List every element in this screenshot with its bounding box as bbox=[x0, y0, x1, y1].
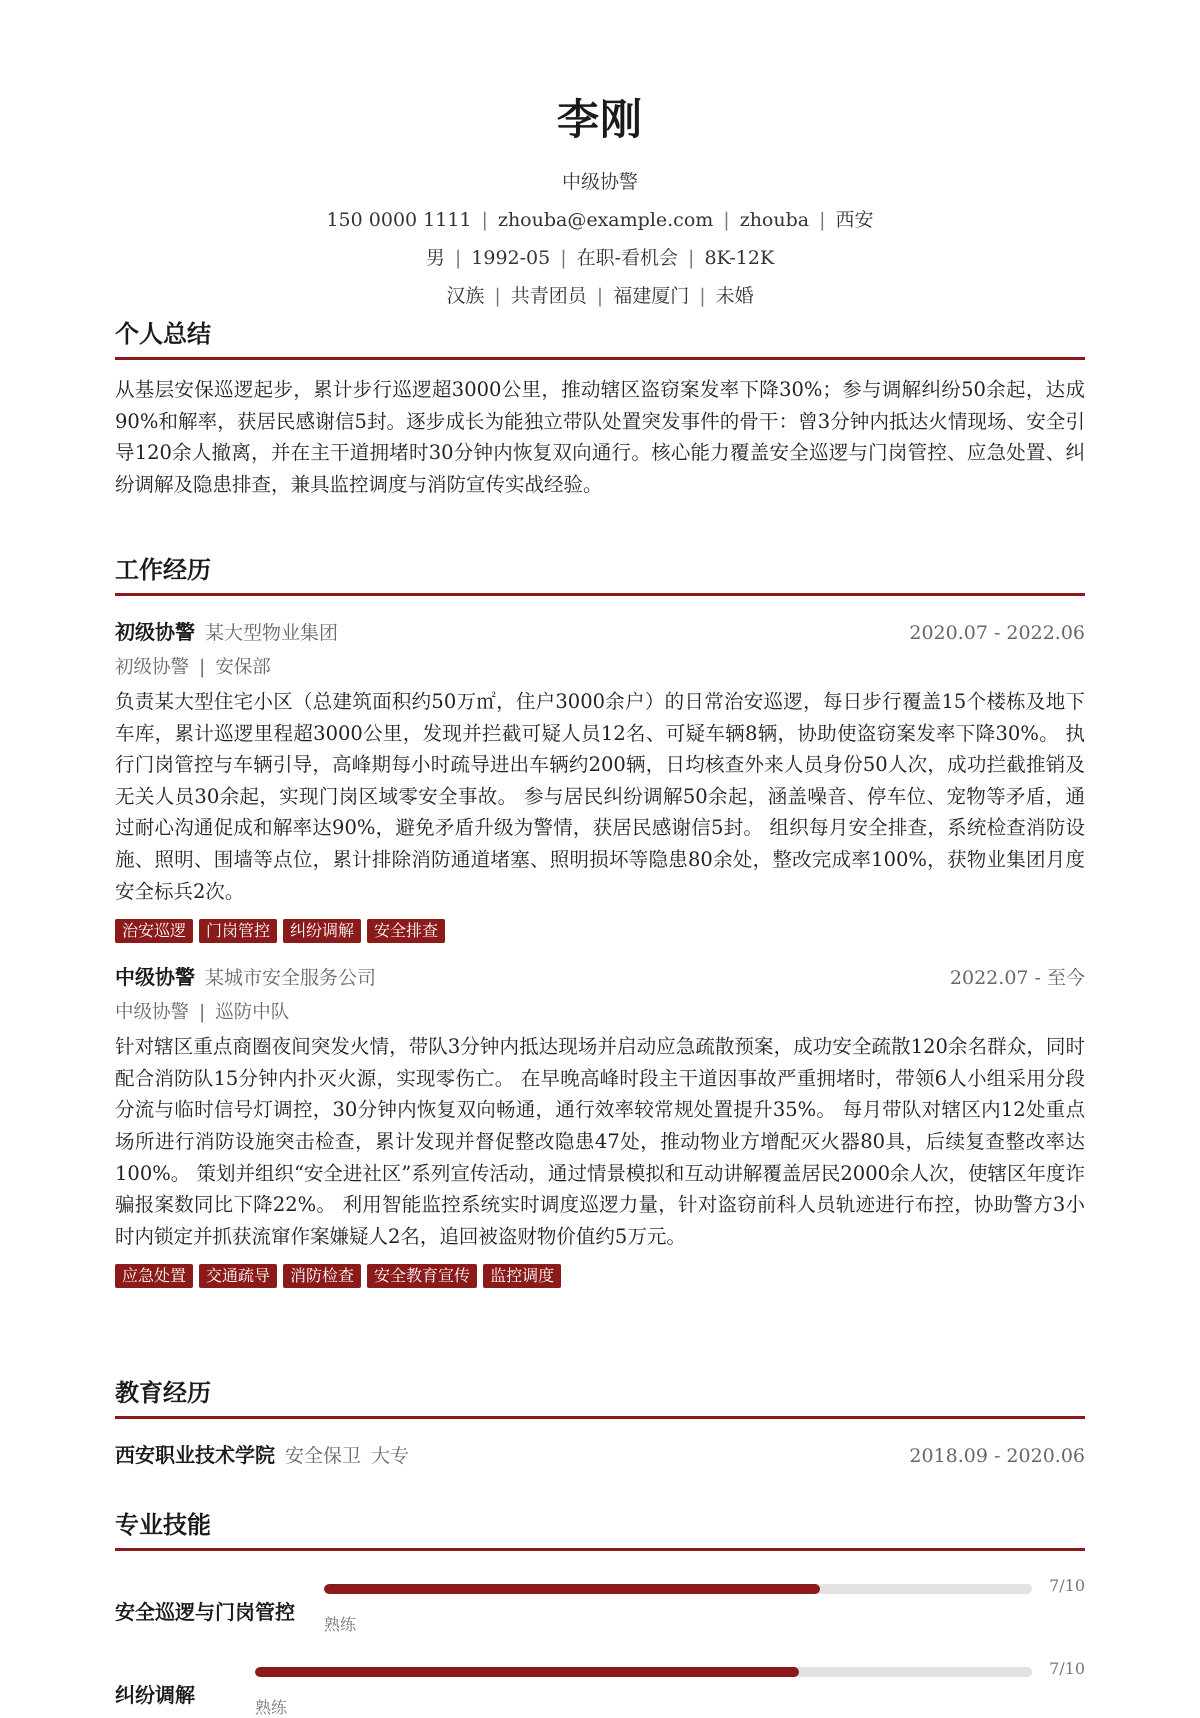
skill-progress-bar bbox=[255, 1667, 1032, 1677]
skill-tag: 交通疏导 bbox=[199, 1264, 277, 1288]
separator: | bbox=[596, 285, 604, 307]
job-company: 某大型物业集团 bbox=[205, 622, 339, 644]
job-entry bbox=[115, 616, 1085, 943]
hometown: 福建厦门 bbox=[613, 285, 690, 307]
expected-salary: 8K-12K bbox=[704, 247, 775, 269]
skill-tag: 应急处置 bbox=[115, 1264, 193, 1288]
separator: | bbox=[560, 247, 567, 269]
job-role: 中级协警 bbox=[115, 1002, 190, 1024]
degree: 大专 bbox=[371, 1445, 410, 1467]
education-heading: 教育经历 bbox=[115, 1376, 1085, 1419]
job-role-line bbox=[115, 654, 1085, 682]
separator: | bbox=[723, 209, 730, 231]
skill-tag: 消防检查 bbox=[283, 1264, 361, 1288]
job-title: 初级协警 bbox=[115, 620, 195, 644]
work-heading: 工作经历 bbox=[115, 553, 1085, 596]
major: 安全保卫 bbox=[285, 1445, 362, 1467]
separator: | bbox=[688, 247, 695, 269]
contact-line bbox=[0, 208, 1200, 232]
job-entry bbox=[115, 961, 1085, 1288]
ethnicity: 汉族 bbox=[446, 285, 485, 307]
skill-row bbox=[115, 1576, 1085, 1636]
resume-header bbox=[0, 92, 1200, 308]
summary-section bbox=[115, 317, 1085, 500]
summary-text: 从基层安保巡逻起步，累计步行巡逻超3000公里，推动辖区盗窃案发率下降30%；参与调解纠纷50余起，达成90%和解率，获居民感谢信5封。逐步成长为能独立带队处置突发事件的骨干：曾3分钟内抵达火情现场、安全引导120余人撤离，并在主干道拥堵时30分钟内恢复双向通行。核心能力覆盖安全巡逻与门岗管控、应急处置、纠纷调解及隐患排查，兼具监控调度与消防宣传实战经验。 bbox=[115, 378, 1085, 496]
summary-heading: 个人总结 bbox=[115, 317, 1085, 360]
skill-row bbox=[115, 1659, 1085, 1717]
handle: zhouba bbox=[739, 209, 810, 231]
job-header bbox=[115, 616, 1085, 646]
job-tags bbox=[115, 1264, 1085, 1288]
skill-tag: 安全排查 bbox=[367, 919, 445, 943]
job-role-line bbox=[115, 999, 1085, 1027]
skill-tag: 门岗管控 bbox=[199, 919, 277, 943]
birth-date: 1992-05 bbox=[471, 247, 551, 269]
marital-status: 未婚 bbox=[715, 285, 754, 307]
job-status: 在职-看机会 bbox=[576, 247, 679, 269]
separator: | bbox=[199, 657, 206, 678]
skill-score: 7/10 bbox=[1049, 1659, 1085, 1678]
skill-progress-bar bbox=[324, 1584, 1032, 1594]
separator: | bbox=[199, 1002, 206, 1024]
skill-level: 熟练 bbox=[255, 1698, 288, 1717]
education-date: 2018.09 - 2020.06 bbox=[909, 1445, 1085, 1467]
skills-heading: 专业技能 bbox=[115, 1508, 1085, 1551]
skill-score: 7/10 bbox=[1049, 1576, 1085, 1595]
job-title-group bbox=[115, 961, 376, 990]
job-date: 2020.07 - 2022.06 bbox=[909, 622, 1085, 644]
separator: | bbox=[481, 209, 488, 231]
skill-progress-fill bbox=[255, 1667, 799, 1677]
skills-section bbox=[115, 1508, 1085, 1717]
separator: | bbox=[454, 247, 462, 269]
separator: | bbox=[819, 209, 826, 231]
job-title: 中级协警 bbox=[115, 965, 195, 990]
job-role: 初级协警 bbox=[115, 657, 190, 678]
gender: 男 bbox=[425, 247, 445, 269]
education-section bbox=[115, 1376, 1085, 1468]
city: 西安 bbox=[835, 209, 874, 231]
job-description: 负责某大型住宅小区（总建筑面积约50万㎡，住户3000余户）的日常治安巡逻，每日步行覆盖15个楼栋及地下车库，累计巡逻里程超3000公里，发现并拦截可疑人员12名、可疑车辆8辆，协助使盗窃案发率下降30%。 执行门岗管控与车辆引导，高峰期每小时疏导进出车辆约200辆，日均核查外来人员身份50人次，成功拦截推销及无关人员30余起，实现门岗区域零安全事故。 参与居民纠纷调解50余起，涵盖噪音、停车位、宠物等矛盾，通过耐心沟通促成和解率达90%，避免矛盾升级为警情，获居民感谢信5封。 组织每月安全排查，系统检查消防设施、照明、围墙等点位，累计排除消防通道堵塞、照明损坏等隐患80余处，整改完成率100%，获物业集团月度安全标兵2次。 bbox=[115, 690, 1085, 903]
skill-tag: 治安巡逻 bbox=[115, 919, 193, 943]
candidate-title: 中级协警 bbox=[561, 171, 638, 193]
education-main bbox=[115, 1439, 409, 1468]
job-tags bbox=[115, 919, 1085, 943]
skill-tag: 安全教育宣传 bbox=[367, 1264, 477, 1288]
political-status: 共青团员 bbox=[510, 285, 587, 307]
education-entry bbox=[115, 1439, 1085, 1468]
school-name: 西安职业技术学院 bbox=[115, 1443, 275, 1467]
personal-info-line bbox=[0, 284, 1200, 308]
job-header bbox=[115, 961, 1085, 991]
job-company: 某城市安全服务公司 bbox=[205, 967, 377, 990]
skill-tag: 纠纷调解 bbox=[283, 919, 361, 943]
job-department: 巡防中队 bbox=[215, 1002, 290, 1024]
job-description: 针对辖区重点商圈夜间突发火情，带队3分钟内抵达现场并启动应急疏散预案，成功安全疏散120余名群众，同时配合消防队15分钟内扑灭火源，实现零伤亡。 在早晚高峰时段主干道因事故严重拥堵时，带领6人小组采用分段分流与临时信号灯调控，30分钟内恢复双向畅通，通行效率较常规处置提升35%。 每月带队对辖区内12处重点场所进行消防设施突击检查，累计发现并督促整改隐患47处，推动物业方增配灭火器80具，后续复查整改率达100%。 策划并组织“安全进社区”系列宣传活动，通过情景模拟和互动讲解覆盖居民2000余人次，使辖区年度诈骗报案数同比下降22%。 利用智能监控系统实时调度巡逻力量，针对盗窃前科人员轨迹进行布控，协助警方3小时内锁定并抓获流窜作案嫌疑人2名，追回被盗财物价值约5万元。 bbox=[115, 1035, 1086, 1248]
job-title-group bbox=[115, 616, 338, 645]
separator: | bbox=[494, 285, 501, 307]
skill-tag: 监控调度 bbox=[483, 1264, 561, 1288]
basic-info-line bbox=[0, 246, 1200, 270]
job-department: 安保部 bbox=[215, 657, 271, 678]
email: zhouba@example.com bbox=[497, 209, 714, 231]
skill-level: 熟练 bbox=[324, 1615, 357, 1634]
skill-name: 安全巡逻与门岗管控 bbox=[115, 1600, 295, 1624]
skill-progress-fill bbox=[324, 1584, 820, 1594]
skill-name: 纠纷调解 bbox=[115, 1683, 195, 1707]
phone: 150 0000 1111 bbox=[326, 209, 472, 231]
job-date: 2022.07 - 至今 bbox=[949, 967, 1085, 990]
separator: | bbox=[699, 285, 706, 307]
work-section bbox=[115, 553, 1085, 1288]
candidate-name: 李刚 bbox=[556, 95, 643, 144]
